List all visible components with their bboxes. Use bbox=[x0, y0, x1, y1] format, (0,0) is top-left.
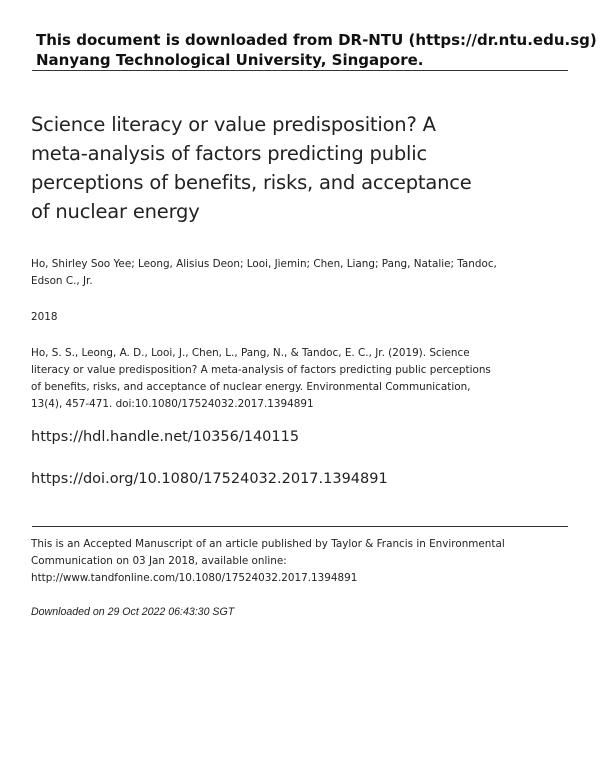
repository-header-line-2: Nanyang Technological University, Singapore. bbox=[36, 51, 424, 69]
doi-link[interactable]: https://doi.org/10.1080/17524032.2017.1394891 bbox=[31, 471, 388, 487]
author-list: Ho, Shirley Soo Yee; Leong, Alisius Deon; Looi, Jiemin; Chen, Liang; Pang, Natalie; Tandoc, Edson C., Jr. bbox=[31, 258, 497, 287]
handle-link[interactable]: https://hdl.handle.net/10356/140115 bbox=[31, 429, 300, 445]
citation-text: Ho, S. S., Leong, A. D., Looi, J., Chen, L., Pang, N., & Tandoc, E. C., Jr. (2019). Science literacy or value predisposition? A meta-analysis of factors predicting public perceptions of benefits, risks, and acceptance of nuclear energy. Environmental Communication, 13(4), 457-471. doi:10.1080/17524032.2017.1394891 bbox=[31, 347, 491, 410]
article-title: Science literacy or value predisposition? A meta-analysis of factors predicting public perceptions of benefits, risks, and acceptance of nuclear energy bbox=[31, 113, 472, 223]
header-divider bbox=[32, 70, 568, 71]
accepted-manuscript-notice: This is an Accepted Manuscript of an article published by Taylor & Francis in Environmental Communication on 03 Jan 2018, available online: http://www.tandfonline.com/10.1080/17524032.2017.1394891 bbox=[31, 538, 505, 584]
repository-header bbox=[36, 30, 597, 70]
publication-year: 2018 bbox=[31, 311, 58, 323]
download-timestamp: Downloaded on 29 Oct 2022 06:43:30 SGT bbox=[31, 606, 235, 618]
notice-divider bbox=[32, 526, 568, 527]
repository-header-line-1: This document is downloaded from DR-NTU (https://dr.ntu.edu.sg) bbox=[36, 31, 597, 49]
